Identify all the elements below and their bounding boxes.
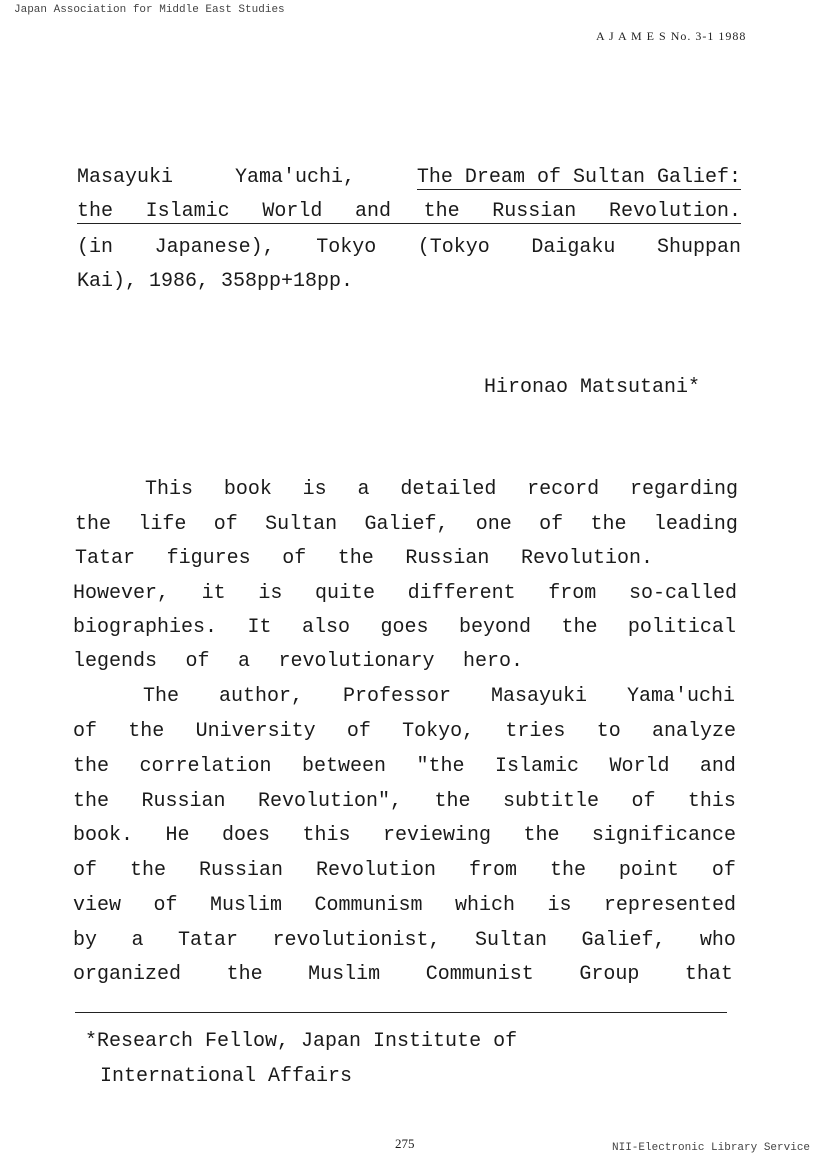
body-word: of xyxy=(185,650,210,673)
body-word: to xyxy=(596,720,621,743)
body-word: revolutionary xyxy=(278,650,435,673)
body-word: leading xyxy=(653,513,738,536)
body-word: between xyxy=(301,755,386,778)
journal-reference: A J A M E S No. 3-1 1988 xyxy=(596,29,747,43)
body-word: the xyxy=(561,616,598,639)
body-line xyxy=(73,929,736,952)
body-word: It xyxy=(247,616,272,639)
body-word: a xyxy=(237,650,250,673)
body-word: the xyxy=(129,859,166,882)
review-author: Hironao Matsutani* xyxy=(484,376,701,399)
body-line xyxy=(145,478,738,501)
body-line xyxy=(73,720,736,743)
citation-word: Tokyo xyxy=(316,236,377,259)
body-word: Tokyo, xyxy=(402,720,475,743)
body-word: of xyxy=(153,894,178,917)
body-word: significance xyxy=(591,824,736,847)
body-line xyxy=(73,824,736,847)
body-word: represented xyxy=(603,894,736,917)
body-word: Yama'uchi xyxy=(626,685,735,708)
body-word: life xyxy=(138,513,187,536)
body-word: Communism xyxy=(314,894,423,917)
body-word: analyze xyxy=(651,720,736,743)
body-word: This xyxy=(145,478,194,501)
body-word: Tatar xyxy=(177,929,238,952)
citation-word: the xyxy=(423,200,460,223)
body-word: World xyxy=(609,755,670,778)
body-word: of xyxy=(539,513,564,536)
body-line xyxy=(73,859,736,882)
body-word: the xyxy=(128,720,165,743)
body-word: subtitle xyxy=(502,790,599,813)
body-word: is xyxy=(258,582,283,605)
body-word: Sultan xyxy=(474,929,547,952)
citation-word: Islamic xyxy=(145,200,230,223)
page-number: 275 xyxy=(395,1136,415,1151)
citation-line-4: Kai), 1986, 358pp+18pp. xyxy=(77,270,354,293)
journal-org-header: Japan Association for Middle East Studies xyxy=(14,4,285,16)
body-word: the xyxy=(73,755,110,778)
citation-word: the xyxy=(77,200,114,223)
body-word: Masayuki xyxy=(490,685,587,708)
body-word: who xyxy=(699,929,736,952)
citation-word: World xyxy=(262,200,323,223)
citation-word: and xyxy=(354,200,391,223)
body-word: Tatar xyxy=(75,547,136,570)
citation-line-1 xyxy=(77,166,741,190)
body-line xyxy=(73,963,733,986)
body-word: the xyxy=(549,859,586,882)
body-word: Group xyxy=(579,963,640,986)
footnote-rule xyxy=(75,1012,727,1013)
body-word: of xyxy=(73,720,98,743)
body-word: the xyxy=(337,547,374,570)
body-word: which xyxy=(454,894,515,917)
body-word: also xyxy=(301,616,350,639)
body-word: a xyxy=(357,478,370,501)
citation-word: Yama'uchi, xyxy=(234,166,355,189)
body-word: correlation xyxy=(139,755,272,778)
body-word: legends xyxy=(73,650,158,673)
body-word: is xyxy=(302,478,327,501)
body-word: reviewing xyxy=(382,824,491,847)
body-word: Muslim xyxy=(308,963,381,986)
body-word: The xyxy=(143,685,180,708)
body-line xyxy=(73,894,736,917)
body-word: book xyxy=(223,478,272,501)
body-word: by xyxy=(73,929,98,952)
body-word: point xyxy=(618,859,679,882)
body-word: goes xyxy=(380,616,429,639)
body-word: revolutionist, xyxy=(272,929,441,952)
body-word: record xyxy=(527,478,600,501)
citation-word: Japanese), xyxy=(154,236,275,259)
body-word: and xyxy=(699,755,736,778)
body-word: of xyxy=(346,720,371,743)
citation-word: (Tokyo xyxy=(417,236,490,259)
body-word: of xyxy=(213,513,238,536)
body-word: the xyxy=(434,790,471,813)
body-line xyxy=(75,513,738,536)
body-word: hero. xyxy=(462,650,523,673)
body-word: the xyxy=(523,824,560,847)
body-word: view xyxy=(73,894,122,917)
body-word: Russian xyxy=(198,859,283,882)
citation-word: Shuppan xyxy=(656,236,741,259)
body-line xyxy=(73,790,736,813)
body-word: biographies. xyxy=(73,616,218,639)
book-title-underlined: The Dream of Sultan Galief: xyxy=(416,166,741,189)
body-word: that xyxy=(684,963,733,986)
body-word: from xyxy=(468,859,517,882)
body-line xyxy=(75,547,653,570)
body-line xyxy=(73,650,523,673)
body-word: of xyxy=(711,859,736,882)
body-word: this xyxy=(687,790,736,813)
body-word: of xyxy=(73,859,98,882)
body-word: Revolution xyxy=(315,859,436,882)
body-word: does xyxy=(221,824,270,847)
body-word: However, xyxy=(73,582,170,605)
citation-word: Daigaku xyxy=(531,236,616,259)
body-word: political xyxy=(627,616,736,639)
body-word: Muslim xyxy=(209,894,282,917)
body-word: the xyxy=(73,790,110,813)
body-word: Russian xyxy=(405,547,490,570)
body-line xyxy=(73,755,736,778)
library-service-footer: NII-Electronic Library Service xyxy=(612,1142,811,1154)
body-word: Revolution. xyxy=(520,547,653,570)
citation-word: Revolution. xyxy=(608,200,741,223)
body-word: the xyxy=(226,963,263,986)
citation-line-3 xyxy=(77,236,741,259)
body-word: of xyxy=(282,547,307,570)
body-word: figures xyxy=(166,547,251,570)
body-word: Russian xyxy=(141,790,226,813)
body-word: Sultan xyxy=(265,513,338,536)
body-line xyxy=(143,685,735,708)
body-word: book. xyxy=(73,824,134,847)
footnote-line-2: International Affairs xyxy=(100,1065,353,1088)
body-word: is xyxy=(547,894,572,917)
body-line xyxy=(73,616,736,639)
footnote-line-1: *Research Fellow, Japan Institute of xyxy=(85,1030,518,1053)
body-word: it xyxy=(201,582,226,605)
body-word: so-called xyxy=(628,582,737,605)
body-word: Galief, xyxy=(364,513,449,536)
body-word: different xyxy=(407,582,516,605)
body-line xyxy=(73,582,737,605)
citation-word: (in xyxy=(77,236,114,259)
body-word: Professor xyxy=(342,685,451,708)
citation-word: Masayuki xyxy=(77,166,174,189)
body-word: author, xyxy=(218,685,303,708)
body-word: He xyxy=(165,824,190,847)
body-word: Islamic xyxy=(494,755,579,778)
citation-word: Russian xyxy=(492,200,577,223)
body-word: the xyxy=(75,513,112,536)
body-word: regarding xyxy=(629,478,738,501)
body-word: organized xyxy=(73,963,182,986)
body-word: tries xyxy=(505,720,566,743)
body-word: beyond xyxy=(458,616,531,639)
body-word: from xyxy=(548,582,597,605)
body-word: Galief, xyxy=(581,929,666,952)
body-word: one xyxy=(475,513,512,536)
body-word: a xyxy=(131,929,144,952)
body-word: this xyxy=(302,824,351,847)
body-word: "the xyxy=(416,755,465,778)
body-word: quite xyxy=(314,582,375,605)
body-word: Revolution", xyxy=(257,790,402,813)
citation-line-2 xyxy=(77,200,741,224)
body-word: of xyxy=(631,790,656,813)
body-word: University xyxy=(195,720,316,743)
body-word: Communist xyxy=(425,963,534,986)
body-word: the xyxy=(590,513,627,536)
body-word: detailed xyxy=(400,478,497,501)
